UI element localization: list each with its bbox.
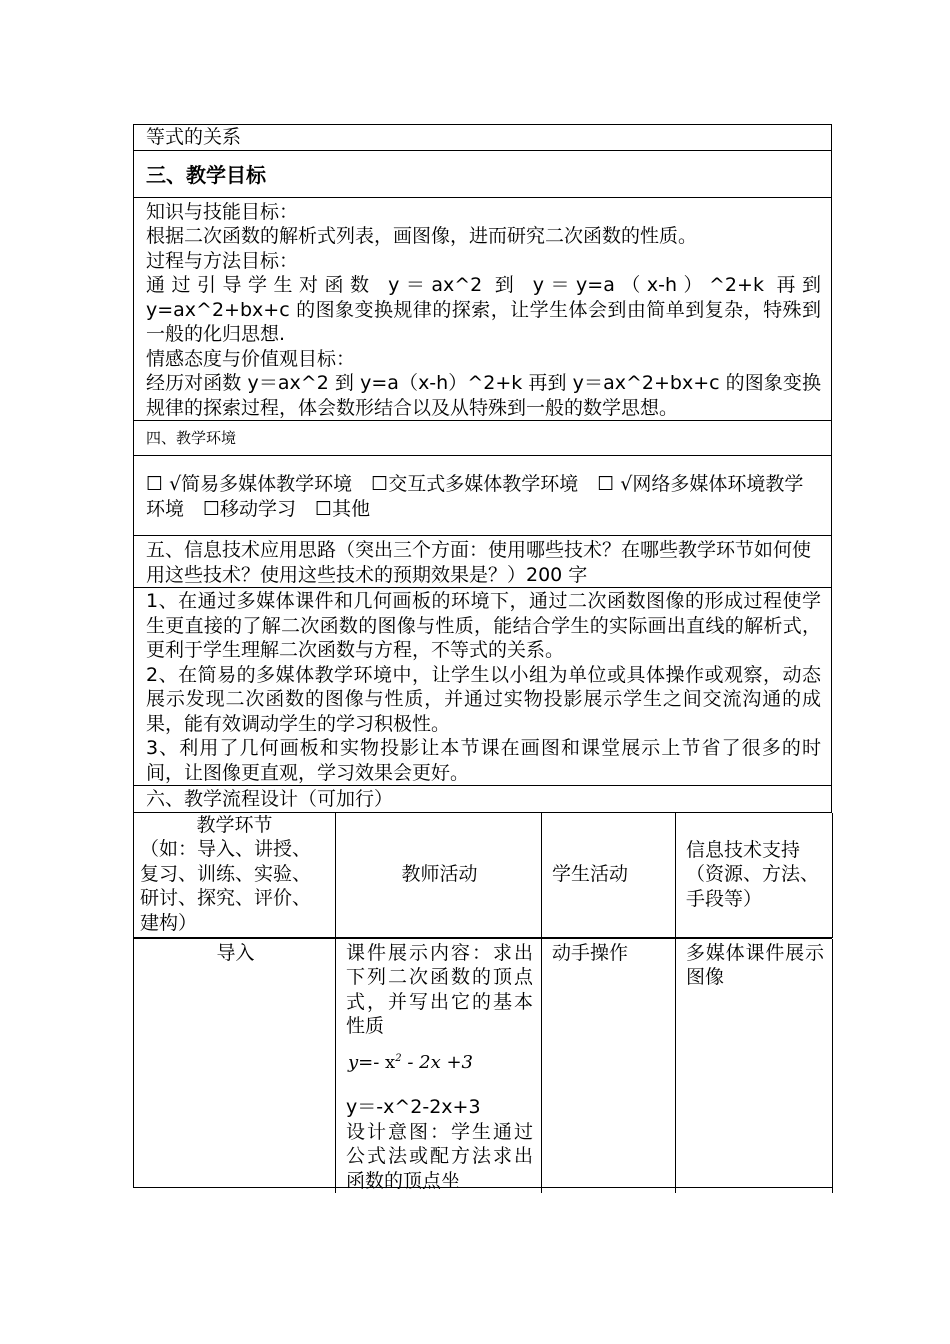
objective-line: 过程与方法目标： bbox=[146, 249, 299, 272]
tech-paragraph: 1、在通过多媒体课件和几何画板的环境下，通过二次函数图像的形成过程使学生更直接的了解二次函数的图像与性质，能结合学生的实际画出直线的解析式，更利于学生理解二次函数与方程，不等式的关系。 bbox=[146, 590, 821, 661]
objective-line: 知识与技能目标： bbox=[146, 200, 299, 223]
teacher-intro: 课件展示内容：求出下列二次函数的顶点式，并写出它的基本性质 bbox=[346, 941, 533, 1037]
objective-line: 通过引导学生对函数 y＝ax^2 到 y＝y=a（x-h）^2+k 再到 y=ax^2+bx+c 的图象变换规律的探索，让学生体会到由简单到复杂，特殊到一般的化归思想. bbox=[146, 274, 821, 345]
tech-paragraph: 2、在简易的多媒体教学环境中，让学生以小组为单位或具体操作或观察，动态展示发现二次函数的图像与性质，并通过实物投影展示学生之间交流沟通的成果，能有效调动学生的学习积极性。 bbox=[146, 663, 821, 735]
objective-line: 情感态度与价值观目标： bbox=[146, 347, 356, 370]
row-student: 动手操作 bbox=[542, 939, 676, 1194]
header-stage-note: （如：导入、讲授、复习、训练、实验、研讨、探究、评价、建构） bbox=[140, 838, 312, 934]
header-student: 学生活动 bbox=[542, 813, 676, 938]
objectives-body bbox=[133, 198, 832, 422]
flow-heading: 六、教学流程设计（可加行） bbox=[146, 788, 394, 810]
header-tech: 信息技术支持（资源、方法、手段等） bbox=[676, 813, 833, 938]
tech-body bbox=[133, 588, 832, 786]
tech-heading: 五、信息技术应用思路（突出三个方面：使用哪些技术？在哪些教学环节如何使用这些技术？使用这些技术的预期效果是？）200 字 bbox=[146, 539, 812, 586]
document-page bbox=[133, 124, 832, 1192]
environment-heading: 四、教学环境 bbox=[146, 429, 237, 447]
environment-options-text: ☐ √简易多媒体教学环境 ☐交互式多媒体教学环境 ☐ √网络多媒体环境教学环境 ☐移动学习 ☐其他 bbox=[146, 473, 804, 520]
continued-text-row bbox=[133, 124, 832, 151]
teacher-plain-equation: y＝-x^2-2x+3 bbox=[346, 1096, 481, 1118]
section-heading-environment bbox=[133, 421, 832, 456]
equation: y=- $x^2 - 2x +3$ bbox=[348, 1051, 473, 1073]
objectives-heading: 三、教学目标 bbox=[146, 162, 266, 187]
row-stage: 导入 bbox=[134, 939, 336, 1194]
flow-table-row bbox=[133, 939, 832, 1192]
row-teacher bbox=[336, 939, 542, 1194]
section-heading-flow bbox=[133, 786, 832, 813]
objective-line: 经历对函数 y＝ax^2 到 y=a（x-h）^2+k 再到 y＝ax^2+bx+c 的图象变换规律的探索过程，体会数形结合以及从特殊到一般的数学思想。 bbox=[146, 372, 821, 419]
tech-paragraph: 3、利用了几何画板和实物投影让本节课在画图和课堂展示上节省了很多的时间，让图像更直观，学习效果会更好。 bbox=[146, 737, 821, 784]
section-heading-objectives bbox=[133, 151, 832, 198]
header-stage bbox=[134, 813, 336, 938]
header-stage-title: 教学环节 bbox=[196, 813, 273, 836]
row-tech: 多媒体课件展示图像 bbox=[676, 939, 833, 1194]
continued-text: 等式的关系 bbox=[146, 126, 242, 148]
header-teacher: 教师活动 bbox=[336, 813, 542, 938]
teacher-design: 设计意图：学生通过公式法或配方法求出函数的顶点坐 bbox=[346, 1120, 533, 1192]
section-heading-tech bbox=[133, 536, 832, 588]
environment-options bbox=[133, 456, 832, 536]
flow-table-header bbox=[133, 813, 832, 939]
objective-line: 根据二次函数的解析式列表，画图像，进而研究二次函数的性质。 bbox=[146, 225, 698, 247]
